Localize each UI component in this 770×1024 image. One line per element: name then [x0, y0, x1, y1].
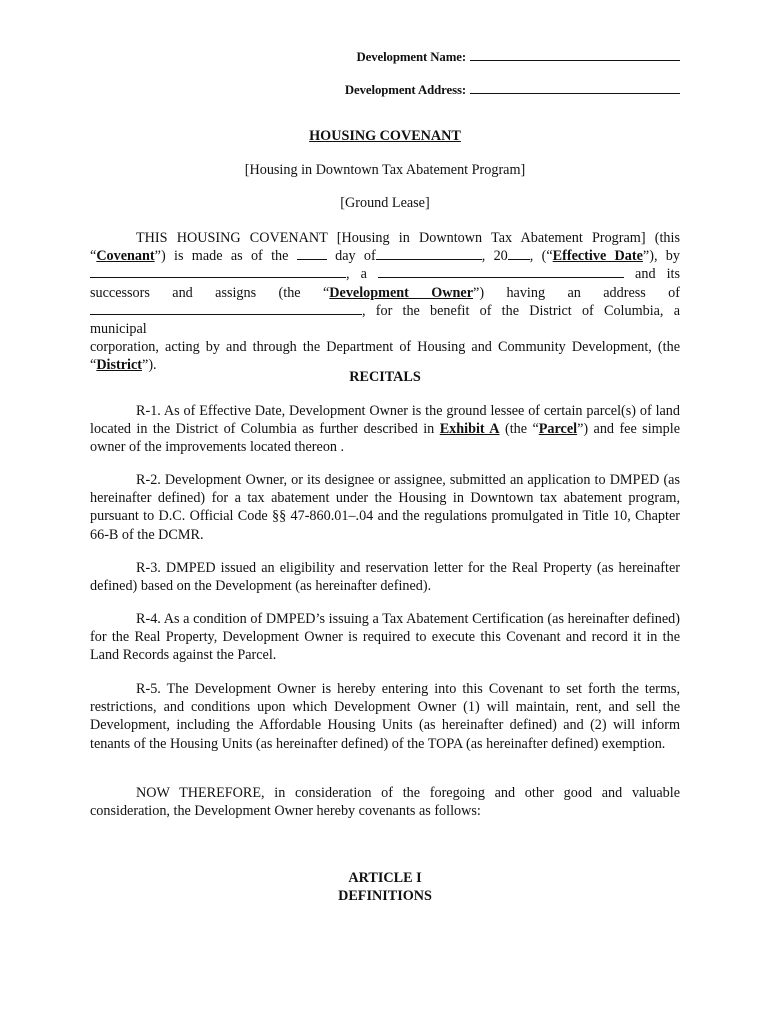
- development-owner-term: Development Owner: [329, 284, 474, 301]
- recitals-heading: RECITALS: [349, 369, 421, 385]
- entity-type-blank[interactable]: [378, 265, 624, 278]
- recital-r2: R-2. Development Owner, or its designee or assignee, submitted an application to DMPED (as hereinafter defined) for a tax abatement under the Housing in Downtown tax abatement program, pursuant to D.C. Official Code §§ 47-860.01–.04 and the regulations promulgated in Title 10, Chapter 66-B of the DCMR.: [90, 472, 680, 543]
- intro-line: corporation, acting by and through the Department of Housing and Community Development, (the: [90, 339, 680, 356]
- district-term: District: [96, 357, 143, 374]
- development-address-blank[interactable]: [470, 80, 680, 94]
- intro-line: “Covenant”) is made as of the day of , 20 , (“Effective Date”), by: [90, 248, 680, 265]
- development-name-label: Development Name:: [356, 50, 466, 64]
- year-blank[interactable]: [508, 247, 530, 260]
- document-title: HOUSING COVENANT: [309, 128, 461, 144]
- recital-r4: R-4. As a condition of DMPED’s issuing a Tax Abatement Certification (as hereinafter defined) for the Real Property, Development Owner is required to execute this Covenant and record it in the Land Records against the Parcel.: [90, 611, 680, 664]
- recital-r3: R-3. DMPED issued an eligibility and reservation letter for the Real Property (as hereinafter defined) based on the Development (as hereinafter defined).: [90, 560, 680, 595]
- parcel-term: Parcel: [538, 421, 578, 438]
- intro-line: THIS HOUSING COVENANT [Housing in Downtown Tax Abatement Program] (this: [136, 230, 680, 246]
- effective-date-term: Effective Date: [552, 248, 643, 265]
- owner-address-blank[interactable]: [90, 302, 362, 315]
- exhibit-a-reference: Exhibit A: [439, 421, 500, 438]
- intro-paragraph: [90, 229, 680, 375]
- intro-line: successors and assigns (the “Development Owner”) having an address of: [90, 284, 680, 301]
- development-address-line: [345, 80, 680, 98]
- development-name-blank[interactable]: [470, 47, 680, 61]
- recital-r5: R-5. The Development Owner is hereby entering into this Covenant to set forth the terms, restrictions, and conditions upon which Development Owner (1) will maintain, rent, and sell the Development, including the Affordable Housing Units (as hereinafter defined) and (2) will inform tenants of the Housing Units (as hereinafter defined) of the TOPA (as hereinafter defined) exemption.: [90, 681, 680, 752]
- definitions-heading: DEFINITIONS: [338, 888, 432, 904]
- development-name-line: [356, 47, 680, 65]
- covenant-term: Covenant: [96, 248, 155, 265]
- intro-line: , a and its: [90, 265, 680, 283]
- owner-name-blank[interactable]: [90, 265, 346, 278]
- program-subtitle: [Housing in Downtown Tax Abatement Program]: [244, 162, 526, 178]
- development-address-label: Development Address:: [344, 83, 466, 97]
- article-heading: ARTICLE I: [348, 870, 422, 886]
- lease-subtitle: [Ground Lease]: [340, 195, 430, 211]
- recital-r1: R-1. As of Effective Date, Development Owner is the ground lessee of certain parcel(s) of land located in the District of Columbia as further described in Exhibit A (the “Parcel”) and fee simple owner of the improvements located thereon .: [90, 403, 681, 456]
- day-blank[interactable]: [297, 247, 327, 260]
- now-therefore-paragraph: NOW THEREFORE, in consideration of the foregoing and other good and valuable consideration, the Development Owner hereby covenants as follows:: [90, 785, 680, 820]
- month-blank[interactable]: [376, 247, 482, 260]
- intro-line: , for the benefit of the District of Columbia, a municipal: [90, 302, 680, 338]
- intro-line: “District”).: [90, 357, 157, 374]
